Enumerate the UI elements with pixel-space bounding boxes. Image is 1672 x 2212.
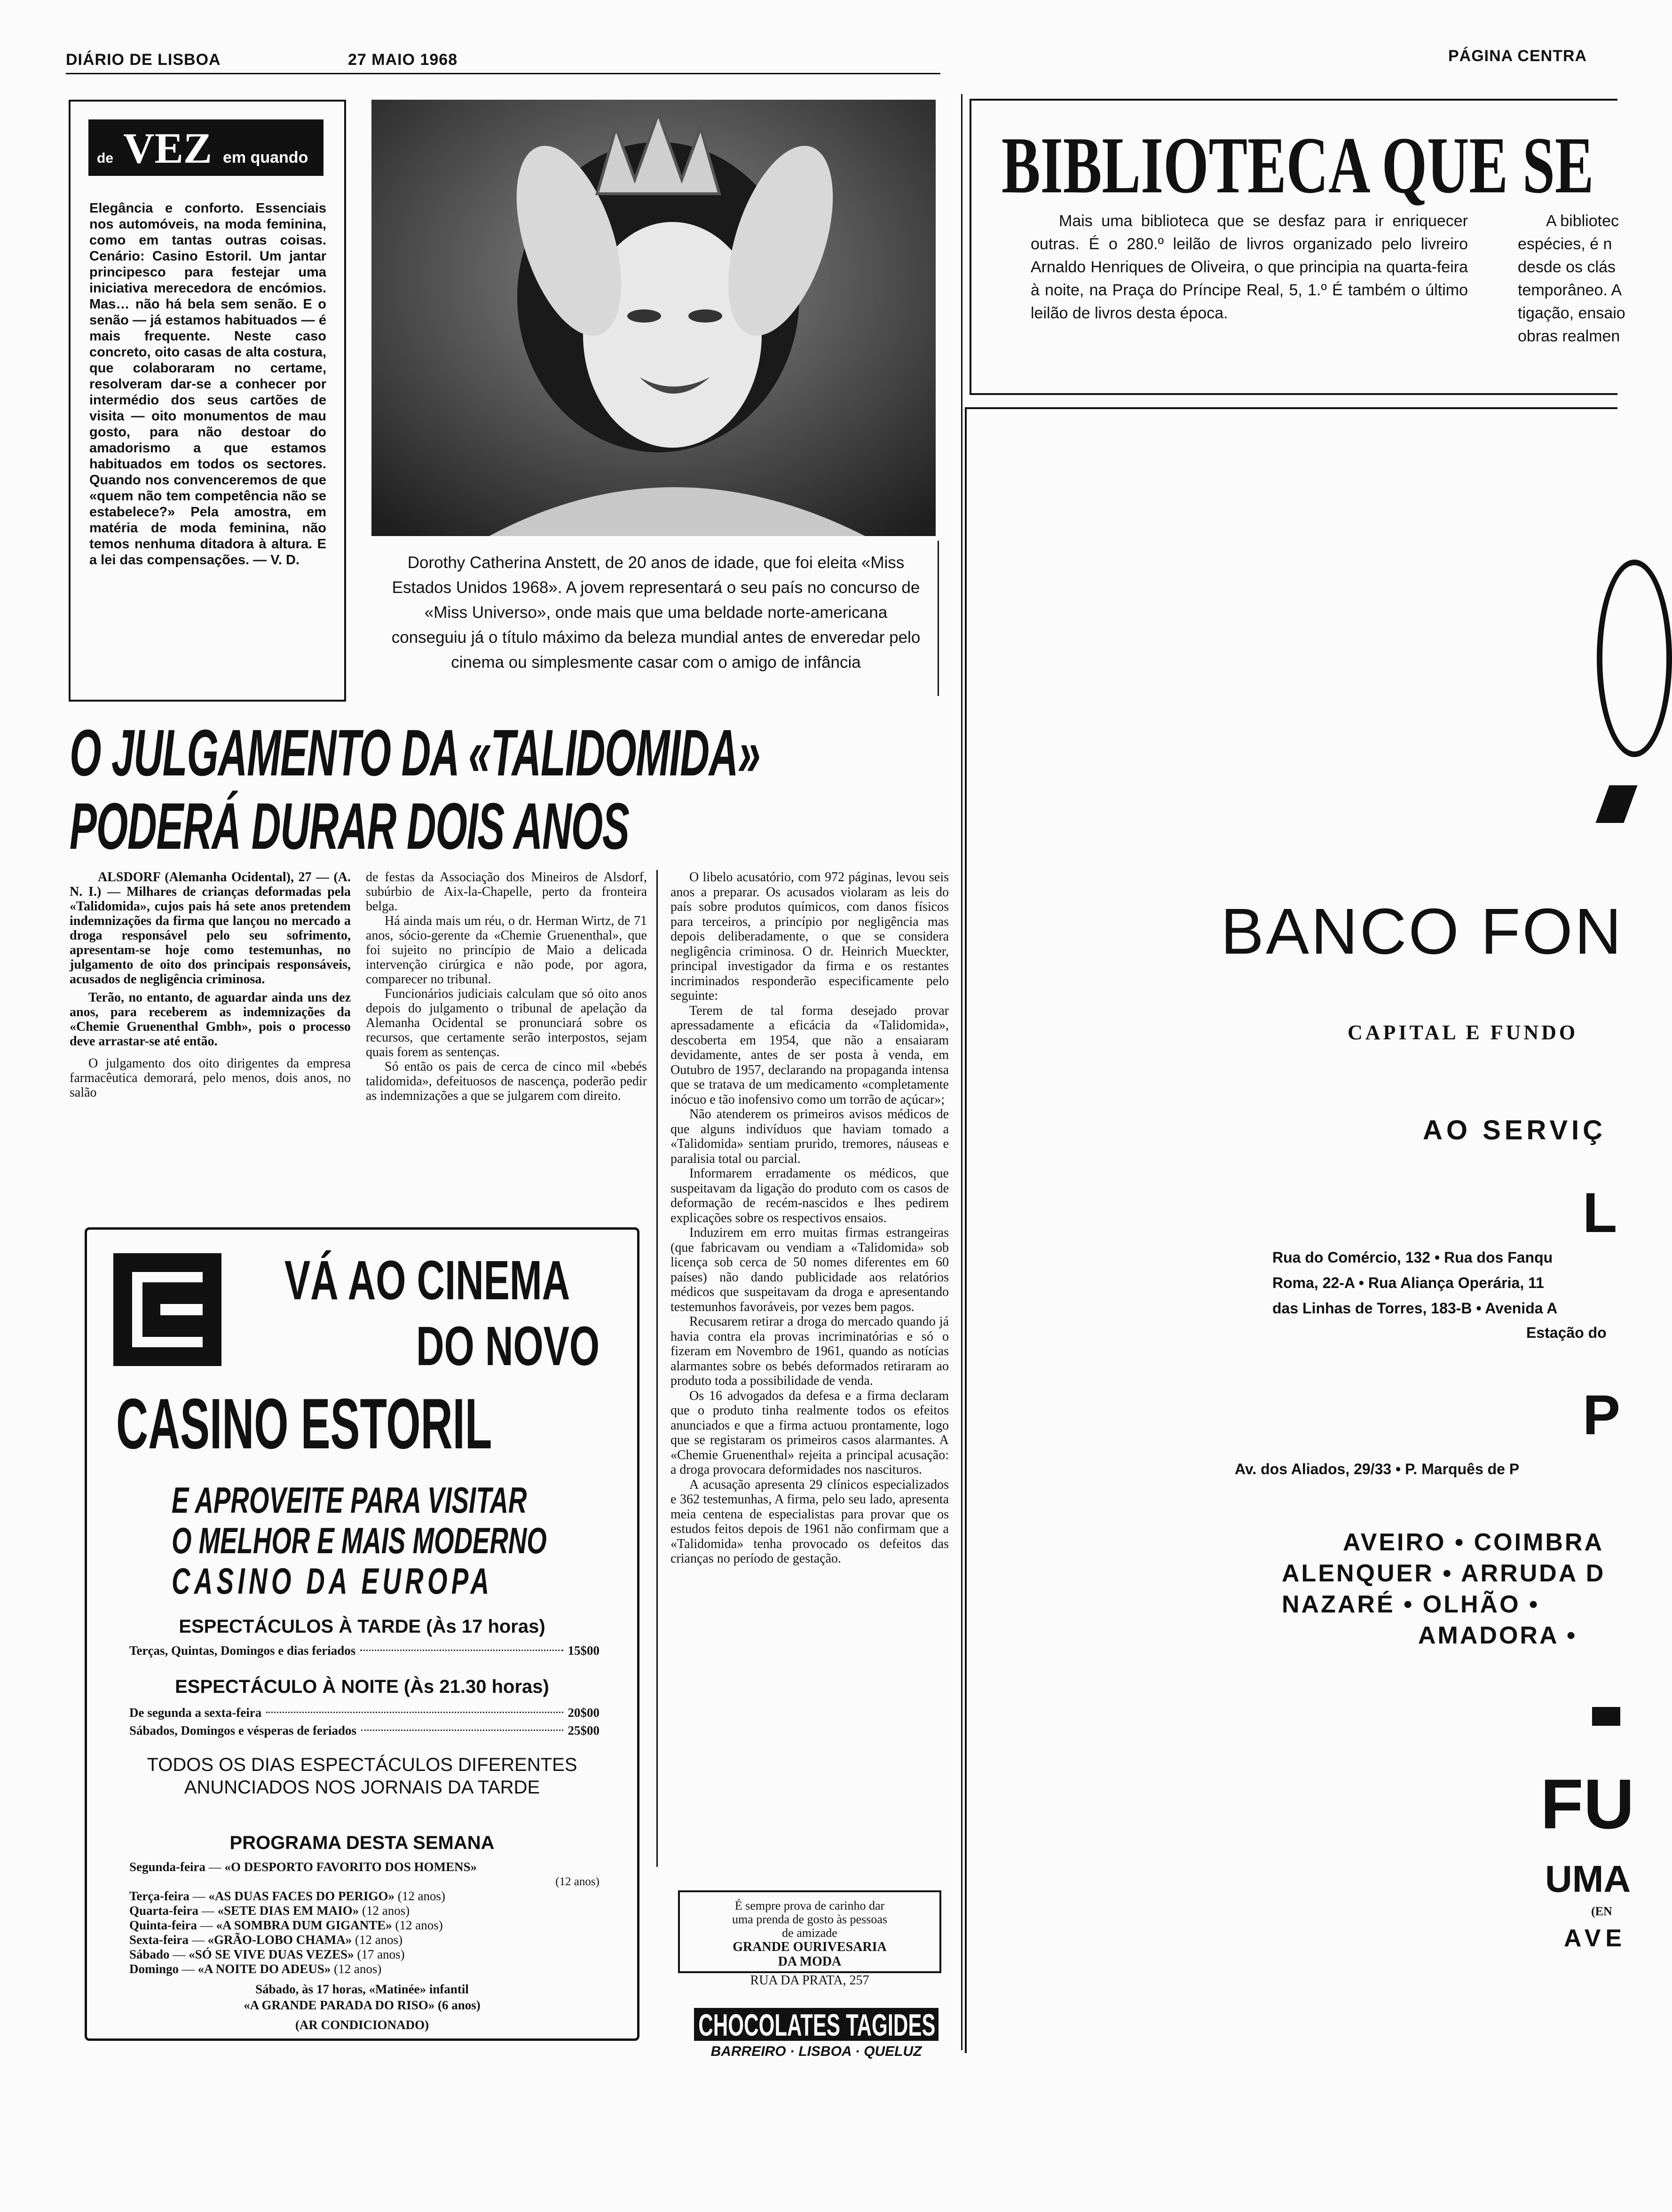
daily-line-2: ANUNCIADOS NOS JORNAIS DA TARDE	[184, 1777, 540, 1798]
bank-address-1: Rua do Comércio, 132 • Rua dos Fanqu	[1272, 1249, 1553, 1266]
casino-title-3: CASINO ESTORIL	[116, 1384, 492, 1464]
bank-service: AO SERVIÇ	[1423, 1115, 1607, 1146]
article-col3-p7: Os 16 advogados da defesa e a firma declaram que o produto tinha realmente todos os efeitos anunciados e que a firma actuou prontamente, logo que se registaram os primeiros casos alarmantes. A «Chemie Gruenenthal» rejeita a principal acusação: a droga provocara deformidades nos nascituros.	[670, 1388, 949, 1477]
column-box	[69, 100, 346, 702]
casino-slogan-2: O MELHOR E MAIS MODERNO	[172, 1520, 547, 1561]
bank-emblem-tail-icon	[1595, 785, 1637, 823]
article-col3-p3: Não atenderem os primeiros avisos médicos de que alguns indivíduos que haviam tomado a «Talidomida» sentiam prurido, tremores, náuseas e paralisia total ou parcial.	[670, 1107, 949, 1166]
article-col3-p8: A acusação apresenta 29 clínicos especializados e 362 testemunhas, A firma, pelo seu lado, apresenta meia centena de especialistas para provar que os estudos feitos depois de 1961 não confirmam que a «Talidomida» tenha provocado os defeitos das crianças no período de gestação.	[670, 1477, 949, 1566]
night-row-1	[129, 1706, 599, 1720]
program-list	[129, 1860, 599, 1976]
article-col2-p3: Funcionários judiciais calculam que só oito anos depois do julgamento o tribunal de apelação da Alemanha Ocidental se pronunciará sobre os recursos, que certamente serão interpostos, sejam quais forem as sentenças.	[366, 987, 647, 1059]
biblioteca-col-2: A bibliotec espécies, é n desde os clás temporâneo. A tigação, ensaio obras realmen	[1518, 212, 1625, 345]
page-label: PÁGINA CENTRA	[1448, 47, 1587, 65]
bank-address-3: das Linhas de Torres, 183-B • Avenida A	[1272, 1300, 1558, 1317]
casino-logo-icon	[113, 1253, 221, 1366]
bank-big-l: L	[1583, 1181, 1617, 1244]
photo-caption: Dorothy Catherina Anstett, de 20 anos de idade, que foi eleita «Miss Estados Unidos 1968». A jovem representará o seu país no concurso de «Miss Universo», onde mais que uma beldade norte-americana conseguiu já o título máximo da beleza mundial antes de enveredar pelo cinema ou simplesmente casar com o amigo de infância	[391, 553, 921, 672]
bank-cities-3: NAZARÉ • OLHÃO •	[1282, 1591, 1540, 1618]
bank-address-4: Estação do	[1526, 1324, 1607, 1341]
article-col-2	[366, 870, 647, 1103]
biblioteca-headline: BIBLIOTECA QUE SE	[1002, 121, 1594, 210]
night-days-2: Sábados, Domingos e vésperas de feriados	[129, 1723, 357, 1738]
article-col-3	[670, 870, 949, 1566]
logo-post: em quando	[223, 149, 308, 166]
bank-cities-4: AMADORA •	[1418, 1622, 1577, 1649]
chocolate-title: CHOCOLATES TAGIDES	[698, 2007, 936, 2042]
program-item: Quarta-feira — «SETE DIAS EM MAIO» (12 anos)	[129, 1904, 410, 1918]
article-col2-p1: de festas da Associação dos Mineiros de Alsdorf, subúrbio de Aix-la-Chapelle, perto da fronteira belga.	[366, 870, 647, 914]
article-col2-p2: Há ainda mais um réu, o dr. Herman Wirtz, de 71 anos, sócio-gerente da «Chemie Gruenenthal», que foi sujeito no princípio de Maio a delicada intervenção cirúrgica e não pode, por agora, comparecer no tribunal.	[366, 914, 647, 987]
afternoon-days: Terças, Quintas, Domingos e dias feriados	[129, 1643, 356, 1658]
program-item: Segunda-feira — «O DESPORTO FAVORITO DOS HOMENS»	[129, 1860, 477, 1874]
casino-title-2: DO NOVO	[416, 1315, 600, 1377]
bank-address-5: Av. dos Aliados, 29/33 • P. Marquês de P	[1235, 1461, 1520, 1477]
bank-small: (EN	[1591, 1904, 1612, 1918]
paper-name: DIÁRIO DE LISBOA	[66, 51, 221, 69]
biblioteca-box	[970, 99, 1625, 395]
program-item-age: (12 anos)	[555, 1875, 599, 1888]
article-col1-p1: ALSDORF (Alemanha Ocidental), 27 — (A. N. I.) — Milhares de crianças deformadas pela «Talidomida», cujos pais há sete anos pretendem indemnizações da firma que lançou no mercado a droga responsável pelo seu sofrimento, apresentam-se hoje como testemunhas, no julgamento de oito dos principais responsáveis, acusados de negligência criminosa.	[70, 870, 351, 987]
chocolate-ad-banner	[694, 2008, 939, 2041]
miss-photo-illustration	[371, 100, 936, 536]
night-title: ESPECTÁCULO À NOITE (Às 21.30 horas)	[175, 1676, 549, 1697]
jewelry-address: RUA DA PRATA, 257	[750, 1973, 869, 1988]
jewelry-line-1: É sempre prova de carinho dar	[734, 1899, 885, 1912]
program-item: Terça-feira — «AS DUAS FACES DO PERIGO» (12 anos)	[129, 1889, 445, 1903]
jewelry-ad	[678, 1890, 941, 1973]
bank-ave: AVE	[1564, 1925, 1627, 1952]
night-price-1: 20$00	[568, 1706, 599, 1720]
casino-slogan-3: CASINO DA EUROPA	[172, 1560, 493, 1602]
program-item: Domingo — «A NOITE DO ADEUS» (12 anos)	[129, 1962, 382, 1976]
chocolate-places: BARREIRO · LISBOA · QUELUZ	[710, 2044, 922, 2059]
page-center-rule	[961, 94, 962, 2050]
bank-big-p: P	[1583, 1383, 1621, 1446]
jewelry-line-2: uma prenda de gosto às pessoas	[732, 1912, 887, 1926]
bank-emblem-icon	[1597, 560, 1672, 757]
night-price-2: 25$00	[568, 1723, 599, 1738]
article-col3-p2: Terem de tal forma desejado provar apressadamente a eficácia da «Talidomida», descoberta em 1954, que não a ensaiaram devidamente, antes de ser posta à venda, em Outubro de 1957, declarando na propaganda intensa que se tratava de um medicamento «completamente inócuo e tão inofensivo como um torrão de açúcar»;	[670, 1003, 949, 1107]
article-col3-p1: O libelo acusatório, com 972 páginas, levou seis anos a preparar. Os acusados violaram as leis do país sobre produtos químicos, com danos físicos para terceiros, a princípio por negligência mas depois deliberadamente, o que se considera negligência criminosa. O dr. Heinrich Mueckter, principal investigador da firma e os restantes incriminados responderão especificamente pelo seguinte:	[670, 870, 949, 1003]
article-col1-p3: O julgamento dos oito dirigentes da empresa farmacêutica demorará, pelo menos, dois anos, no salão	[70, 1056, 351, 1100]
bank-capital: CAPITAL E FUNDO	[1348, 1021, 1578, 1044]
bank-block-icon	[1592, 1707, 1620, 1726]
caption-rule	[938, 541, 939, 696]
column-text: Elegância e conforto. Essenciais nos automóveis, na moda feminina, como em tantas outras coisas. Cenário: Casino Estoril. Um jantar principesco para festejar uma iniciativa merecedora de encómios. Mas… não há bela sem senão. E o senão — já estamos habituados — é mais frequente. Neste caso concreto, oito casas de alta costura, que colaboraram no certame, resolveram dar-se a conhecer por intermédio dos seus cartões de visita — oito monumentos de mau gosto, para não destoar do amadorismo a que estamos habituados em todos os sectores. Quando nos convenceremos de que «quem não tem competência não se estabelece?» Pela amostra, em matéria de moda feminina, não temos nenhuma ditadora à altura. E a lei das compensações. — V. D.	[89, 201, 326, 568]
article-col3-p5: Induzirem em erro muitas firmas estrangeiras (que fabricavam ou vendiam a «Talidomida» sob licença sob cerca de 50 nomes diferentes em 60 países) não dando publicidade aos relatórios médicos que suspeitavam da droga e apresentando testemunhos favoráveis, por vezes bem pagos.	[670, 1225, 949, 1314]
header-rule	[66, 73, 940, 74]
program-item: Sábado — «SÓ SE VIVE DUAS VEZES» (17 anos)	[129, 1947, 405, 1961]
bank-ad	[965, 407, 1634, 2053]
miss-photo	[371, 100, 936, 536]
bank-uma: UMA	[1545, 1858, 1631, 1900]
program-item: Sexta-feira — «GRÃO-LOBO CHAMA» (12 anos)	[129, 1933, 403, 1947]
afternoon-row	[129, 1643, 599, 1658]
jewelry-line-3: de amizade	[782, 1926, 837, 1940]
column-logo	[88, 119, 323, 176]
matinee-line-2: «A GRANDE PARADA DO RISO» (6 anos)	[244, 1998, 481, 2012]
program-item: Quinta-feira — «A SOMBRA DUM GIGANTE» (12 anos)	[129, 1918, 443, 1932]
casino-slogan-1: E APROVEITE PARA VISITAR	[172, 1479, 527, 1521]
afternoon-price: 15$00	[568, 1643, 599, 1658]
jewelry-name-1: GRANDE OURIVESARIA	[733, 1940, 887, 1954]
night-row-2	[129, 1723, 599, 1738]
casino-title-1: VÁ AO CINEMA	[284, 1249, 570, 1311]
article-col-1	[70, 870, 351, 1100]
daily-line-1: TODOS OS DIAS ESPECTÁCULOS DIFERENTES	[147, 1754, 577, 1775]
bank-address-2: Roma, 22-A • Rua Aliança Operária, 11	[1272, 1274, 1544, 1291]
logo-pre: de	[97, 150, 114, 166]
article-col-rule	[656, 870, 658, 1867]
afternoon-title: ESPECTÁCULOS À TARDE (Às 17 horas)	[179, 1616, 545, 1637]
article-col3-p4: Informarem erradamente os médicos, que suspeitavam da ligação do produto com os casos de deformação de recém-nascidos e lhes pedirem explicações sobre os respectivos ensaios.	[670, 1166, 949, 1225]
jewelry-name-2: DA MODA	[778, 1954, 842, 1969]
article-col1-p2: Terão, no entanto, de aguardar ainda uns dez anos, para receberem as indemnizações da «Chemie Gruenenthal Gmbh», pois o processo deve arrastar-se até então.	[70, 990, 351, 1049]
biblioteca-col-1: Mais uma biblioteca que se desfaz para ir enriquecer outras. É o 280.º leilão de livros organizado pelo livreiro Arnaldo Henriques de Oliveira, o que principia na quarta-feira à noite, na Praça do Príncipe Real, 5, 1.º É também o último leilão de livros desta época.	[1031, 212, 1468, 322]
issue-date: 27 MAIO 1968	[348, 51, 458, 69]
program-title: PROGRAMA DESTA SEMANA	[229, 1833, 495, 1853]
article-col3-p6: Recusarem retirar a droga do mercado quando já havia contra ela provas incriminatórias e só o fizeram em Novembro de 1961, quando as notícias alarmantes sobre os bebés deformados retiraram ao produto toda a possibilidade de venda.	[670, 1314, 949, 1388]
bank-cities-1: AVEIRO • COIMBRA	[1343, 1529, 1604, 1556]
bank-big-fu: FU	[1540, 1764, 1634, 1843]
headline-line-1: O JULGAMENTO DA «TALIDOMIDA»	[70, 716, 760, 790]
logo-main: VEZ	[123, 124, 213, 172]
article-col2-p4: Só então os pais de cerca de cinco mil «bebés talidomida», defeituosos de nascença, poderão pedir as indemnizações a que se julgarem com direito.	[366, 1059, 647, 1103]
casino-ad	[85, 1227, 639, 2041]
matinee-line-1: Sábado, às 17 horas, «Matinée» infantil	[255, 1982, 469, 1996]
aircon-note: (AR CONDICIONADO)	[295, 2018, 429, 2032]
bank-cities-2: ALENQUER • ARRUDA D	[1282, 1560, 1606, 1587]
headline-line-2: PODERÁ DURAR DOIS ANOS	[70, 789, 629, 863]
bank-name: BANCO FON	[1221, 895, 1624, 968]
night-days-1: De segunda a sexta-feira	[129, 1706, 262, 1720]
